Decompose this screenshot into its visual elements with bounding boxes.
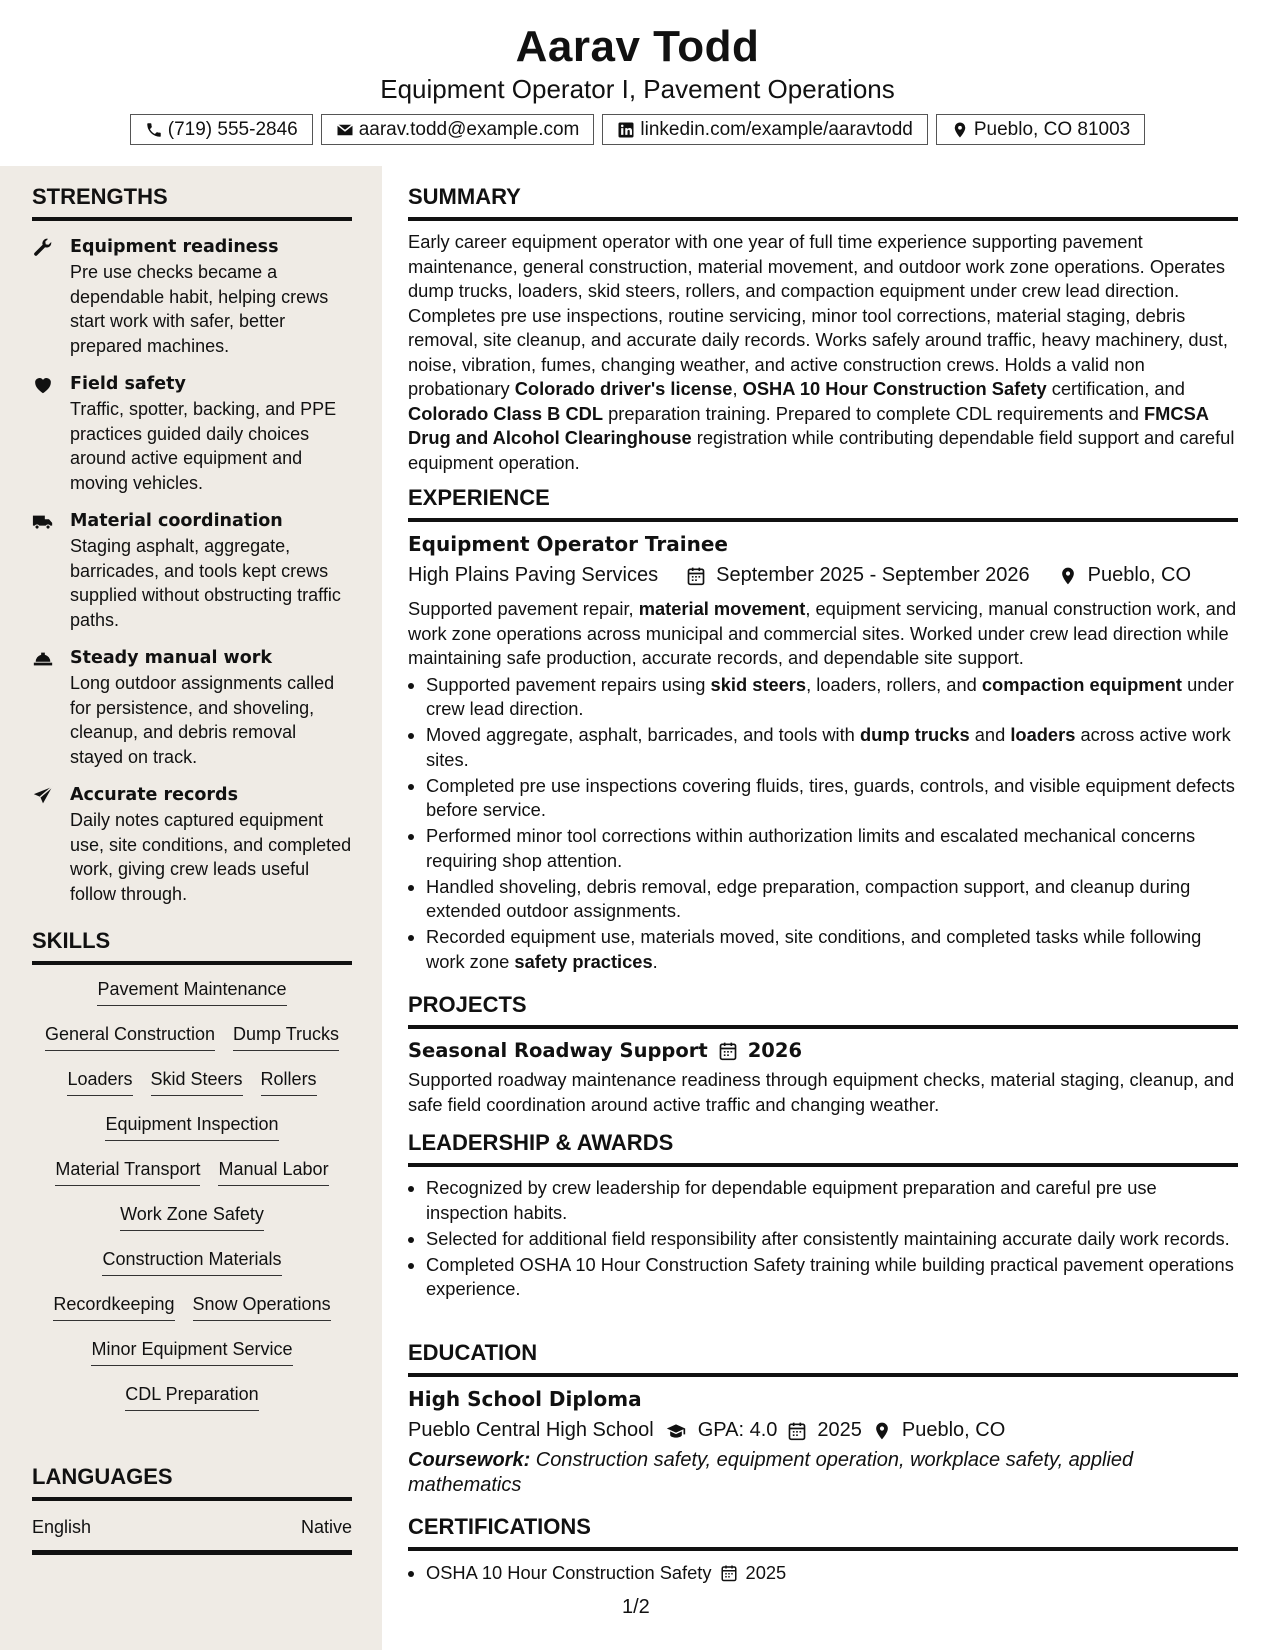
page-number: 1/2 xyxy=(622,1596,650,1618)
skill-tag: Dump Trucks xyxy=(233,1024,339,1051)
list-item: • Handled shoveling, debris removal, edge preparation, compaction support, and cleanup during extended outdoor assignments. xyxy=(426,875,1238,924)
strength-item xyxy=(32,646,352,769)
hard-hat-icon xyxy=(32,648,54,670)
skill-tag: General Construction xyxy=(45,1024,215,1051)
skill-tag: Pavement Maintenance xyxy=(97,979,286,1006)
linkedin-text: linkedin.com/example/aaravtodd xyxy=(640,118,913,140)
skills-list xyxy=(32,979,352,1429)
calendar-icon xyxy=(718,1041,738,1061)
education-title: EDUCATION xyxy=(408,1340,1238,1377)
gpa-text: GPA: 4.0 xyxy=(697,1419,778,1441)
skill-tag: Construction Materials xyxy=(102,1249,281,1276)
list-item: • Supported pavement repairs using skid steers, loaders, rollers, and compaction equipment under crew lead direction. xyxy=(426,673,1238,722)
strength-desc: Traffic, spotter, backing, and PPE practices guided daily choices around active equipment and moving vehicles. xyxy=(70,399,337,493)
language-row xyxy=(32,1517,352,1555)
candidate-role: Equipment Operator I, Pavement Operations xyxy=(380,74,895,104)
skill-tag: Equipment Inspection xyxy=(105,1114,278,1141)
linkedin-icon xyxy=(617,121,635,139)
calendar-icon xyxy=(720,1564,738,1582)
education-meta xyxy=(408,1419,1238,1442)
strength-title: Field safety xyxy=(70,374,186,394)
project-name: Seasonal Roadway Support xyxy=(408,1039,708,1062)
cert-list xyxy=(408,1561,1238,1586)
list-item xyxy=(426,1561,1238,1586)
skill-tag: Work Zone Safety xyxy=(120,1204,264,1231)
envelope-icon xyxy=(336,121,354,139)
leadership-title: LEADERSHIP & AWARDS xyxy=(408,1130,1238,1167)
job-title: Equipment Operator Trainee xyxy=(408,532,728,556)
skill-tag: Skid Steers xyxy=(151,1069,243,1096)
strength-item xyxy=(32,783,352,906)
skills-section xyxy=(32,928,352,1429)
cert-name: • OSHA 10 Hour Construction Safety xyxy=(426,1562,712,1583)
truck-icon xyxy=(32,511,54,533)
summary-section xyxy=(408,184,1238,475)
skill-tag: Rollers xyxy=(261,1069,317,1096)
contact-phone[interactable] xyxy=(130,114,313,145)
summary-text: Early career equipment operator with one year of full time experience supporting pavement maintenance, general construction, material movement, and outdoor work zone operations. Operates dump trucks, loaders, skid steers, rollers, and compaction equipment under crew lead direction. Completes pre use inspections, routine servicing, minor tool corrections, material staging, debris removal, site cleanup, and accurate daily records. Works safely around traffic, heavy machinery, dust, noise, vibration, fumes, changing weather, and active construction crews. Holds a valid non probationary Colorado driver's license, OSHA 10 Hour Construction Safety certification, and Colorado Class B CDL preparation training. Prepared to complete CDL requirements and FMCSA Drug and Alcohol Clearinghouse registration while contributing dependable field support and careful equipment operation. xyxy=(408,231,1235,473)
strength-item xyxy=(32,235,352,358)
list-item: • Selected for additional field responsibility after consistently maintaining accurate daily work records. xyxy=(426,1227,1238,1252)
summary-title: SUMMARY xyxy=(408,184,1238,221)
experience-section xyxy=(408,485,1238,976)
project-header xyxy=(408,1039,1238,1062)
phone-text: (719) 555-2846 xyxy=(167,118,298,140)
map-marker-icon xyxy=(872,1421,892,1441)
graduation-cap-icon xyxy=(664,1421,688,1441)
location-text: Pueblo, CO 81003 xyxy=(973,118,1131,140)
strength-title: Accurate records xyxy=(70,785,238,805)
heart-icon xyxy=(32,374,54,396)
job-intro: Supported pavement repair, material movement, equipment servicing, manual construction work, and work zone operations across municipal and commercial sites. Worked under crew lead direction while maintaining safe production, accurate records, and dependable site support. xyxy=(408,598,1237,668)
certifications-section xyxy=(408,1514,1238,1587)
skill-tag: Recordkeeping xyxy=(53,1294,174,1321)
phone-icon xyxy=(145,121,163,139)
email-text: aarav.todd@example.com xyxy=(358,118,580,140)
experience-title: EXPERIENCE xyxy=(408,485,1238,522)
list-item: • Moved aggregate, asphalt, barricades, and tools with dump trucks and loaders across active work sites. xyxy=(426,723,1238,772)
list-item: • Recorded equipment use, materials moved, site conditions, and completed tasks while following work zone safety practices. xyxy=(426,925,1238,974)
job-location: Pueblo, CO xyxy=(1087,564,1192,586)
cert-year: 2025 xyxy=(745,1562,787,1583)
wrench-icon xyxy=(32,237,54,259)
sidebar xyxy=(0,166,382,1650)
projects-section xyxy=(408,992,1238,1117)
job-dates: September 2025 - September 2026 xyxy=(716,564,1030,586)
school-name: Pueblo Central High School xyxy=(408,1419,654,1441)
coursework: Coursework: Construction safety, equipment operation, workplace safety, applied mathematics xyxy=(408,1449,1134,1496)
map-marker-icon xyxy=(1058,566,1078,586)
skill-tag: Material Transport xyxy=(55,1159,200,1186)
job-bullets xyxy=(408,673,1238,975)
resume-header xyxy=(0,0,1275,166)
list-item: • Completed OSHA 10 Hour Construction Safety training while building practical pavement operations experience. xyxy=(426,1253,1238,1302)
skill-tag: Minor Equipment Service xyxy=(91,1339,292,1366)
languages-title: LANGUAGES xyxy=(32,1464,352,1501)
calendar-icon xyxy=(787,1421,807,1441)
contact-linkedin[interactable] xyxy=(602,114,928,145)
job-meta xyxy=(408,564,1238,587)
skill-tag: CDL Preparation xyxy=(125,1384,258,1411)
strength-desc: Daily notes captured equipment use, site conditions, and completed work, giving crew leads useful follow through. xyxy=(70,810,352,904)
strengths-title: STRENGTHS xyxy=(32,184,352,221)
strength-item xyxy=(32,372,352,495)
language-name: English xyxy=(32,1517,92,1537)
project-year: 2026 xyxy=(747,1039,803,1062)
list-item: • Completed pre use inspections covering fluids, tires, guards, controls, and visible equipment defects before service. xyxy=(426,774,1238,823)
candidate-name: Aarav Todd xyxy=(515,22,760,71)
strength-title: Steady manual work xyxy=(70,648,272,668)
company-name: High Plains Paving Services xyxy=(408,564,659,586)
strengths-section xyxy=(32,184,352,906)
graduation-year: 2025 xyxy=(817,1419,862,1441)
strength-desc: Pre use checks became a dependable habit, helping crews start work with safer, better prepared machines. xyxy=(70,262,329,356)
list-item: • Performed minor tool corrections within authorization limits and escalated mechanical concerns requiring shop attention. xyxy=(426,824,1238,873)
skills-title: SKILLS xyxy=(32,928,352,965)
list-item: • Recognized by crew leadership for dependable equipment preparation and careful pre use inspection habits. xyxy=(426,1176,1238,1225)
calendar-icon xyxy=(686,566,706,586)
certifications-title: CERTIFICATIONS xyxy=(408,1514,1238,1551)
skill-tag: Manual Labor xyxy=(218,1159,328,1186)
contact-location[interactable] xyxy=(936,114,1145,145)
contact-bar xyxy=(0,114,1275,145)
languages-section xyxy=(32,1464,352,1555)
map-marker-icon xyxy=(951,121,969,139)
projects-title: PROJECTS xyxy=(408,992,1238,1029)
strength-title: Equipment readiness xyxy=(70,237,279,257)
strength-desc: Staging asphalt, aggregate, barricades, and tools kept crews supplied without obstructing traffic paths. xyxy=(70,536,341,630)
project-desc: Supported roadway maintenance readiness through equipment checks, material staging, cleanup, and safe field coordination around active traffic and changing weather. xyxy=(408,1069,1235,1115)
strength-desc: Long outdoor assignments called for persistence, and shoveling, cleanup, and debris removal stayed on track. xyxy=(70,673,335,767)
skill-tag: Snow Operations xyxy=(193,1294,331,1321)
strength-title: Material coordination xyxy=(70,511,283,531)
leadership-section xyxy=(408,1130,1238,1303)
education-section xyxy=(408,1340,1238,1497)
skill-tag: Loaders xyxy=(67,1069,132,1096)
contact-email[interactable] xyxy=(321,114,595,145)
language-level: Native xyxy=(300,1517,352,1537)
strength-item xyxy=(32,509,352,632)
paper-plane-icon xyxy=(32,785,54,807)
leadership-list xyxy=(408,1176,1238,1302)
school-location: Pueblo, CO xyxy=(901,1419,1006,1441)
degree-title: High School Diploma xyxy=(408,1387,642,1411)
